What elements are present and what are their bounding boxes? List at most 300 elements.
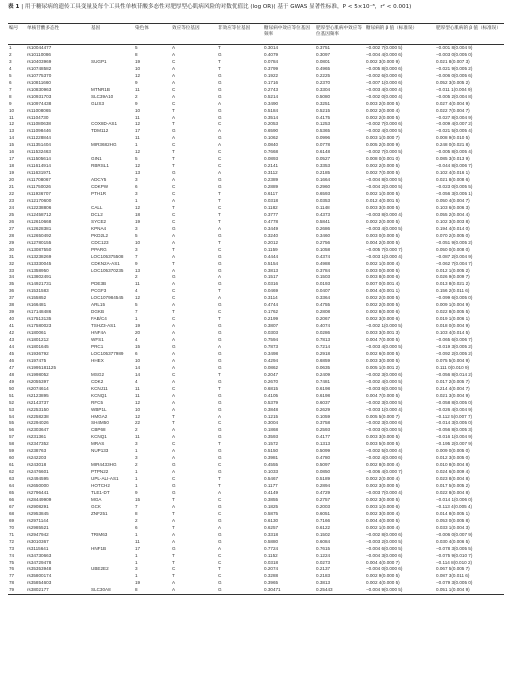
table-cell: rs180061 (27, 330, 47, 336)
table-cell: 7 (135, 253, 138, 259)
table-cell: 11 (135, 86, 140, 92)
table-cell: 0.1825 (264, 503, 279, 509)
table-cell: 79 (9, 587, 15, 593)
table-cell: 31 (9, 253, 15, 259)
table-cell: 0.0318 (264, 559, 279, 565)
table-row (8, 518, 504, 525)
table-cell: −0.002 5(0.000 4) (366, 448, 403, 454)
table-cell: 39 (9, 309, 15, 315)
table-cell: DGKB (91, 309, 105, 315)
table-cell: 9 (135, 100, 138, 106)
table-cell: rs28449909 (27, 496, 52, 502)
table-cell: G (218, 427, 222, 433)
table-cell (90, 170, 134, 177)
table-cell: 3 (135, 566, 138, 572)
table-cell: 0.0784 (264, 58, 279, 64)
table-cell: 0.2629 (316, 406, 331, 412)
table-cell: 42 (9, 330, 15, 336)
table-cell: −0.062 7(0.004 7) (436, 260, 473, 266)
table-cell: 51 (9, 392, 15, 398)
table-cell: 0.003 2(0.000 5) (366, 100, 400, 106)
table-cell: 0.033 1(0.004 3) (436, 524, 470, 530)
table-cell: T (218, 211, 221, 217)
table-row (8, 525, 504, 532)
table-cell: 0.1224 (316, 552, 331, 558)
table-cell: rs238763 (27, 448, 47, 454)
table-cell: A (172, 587, 176, 593)
table-cell: 0.004 7(0.000 5) (366, 392, 400, 398)
table-cell: 0.1868 (264, 427, 279, 433)
table-cell: 0.004 4(0.001 1) (366, 288, 400, 294)
table-cell: −0.019 3(0.005 2) (436, 343, 473, 349)
table-cell: G (218, 469, 222, 475)
table-cell: 23 (9, 197, 15, 203)
table-row (8, 302, 504, 309)
table-cell: 45 (9, 350, 15, 356)
table-cell: rs11228844 (27, 135, 51, 141)
table-cell: −0.003 7(0.000 4) (366, 490, 403, 495)
table-cell: UPL-ALI-AS1 (91, 476, 119, 482)
table-cell: 10 (135, 107, 141, 113)
table-cell: G (218, 399, 222, 405)
table-cell: rs3010367 (27, 538, 49, 544)
table-cell: 27 (9, 225, 15, 231)
table-cell: G (218, 357, 222, 363)
table-cell: 0.2686 (316, 225, 331, 231)
table-cell: 0.5379 (264, 399, 279, 405)
table-cell: 0.005 2(0.000 9) (366, 142, 400, 148)
table-cell: G (218, 79, 222, 85)
table-row (8, 553, 504, 560)
table-row (8, 497, 504, 504)
table-cell: 0.3097 (316, 51, 331, 57)
table-cell: 16 (9, 149, 15, 155)
table-cell: 74 (9, 552, 15, 558)
table-cell: 11 (135, 434, 140, 440)
table-cell: −0.011 1(0.004 9) (436, 86, 473, 92)
table-cell: G (218, 406, 222, 412)
table-row (8, 434, 504, 441)
table-cell: 0.0996 (316, 135, 331, 141)
table-cell: 0.5189 (316, 476, 331, 482)
table-cell: 0.6051 (316, 510, 331, 516)
table-cell: G (218, 330, 222, 336)
table-cell: 11 (135, 392, 140, 398)
table-cell: 61 (9, 462, 15, 468)
table-row (8, 448, 504, 455)
table-cell: 0.2225 (316, 72, 331, 78)
table-cell: rs11708067 (27, 177, 51, 183)
table-cell: 0.002 3(0.000 5) (366, 483, 400, 489)
table-cell: 0.3965 (264, 580, 279, 586)
table-cell: 44 (9, 343, 15, 349)
table-cell: 0.051 1(0.004 9) (436, 587, 470, 593)
table-cell: T (218, 288, 221, 294)
table-cell: PRC1 (91, 343, 104, 349)
table-cell: A (172, 364, 176, 370)
table-cell: −0.051 9(0.005 2) (436, 239, 473, 245)
table-cell: A (218, 490, 222, 495)
table-cell: 0.5097 (316, 462, 331, 468)
table-cell: G (218, 517, 222, 523)
table-cell: T (218, 316, 221, 322)
table-cell: rs12650492 (27, 232, 52, 238)
table-cell: 0.026 9(0.009 7) (436, 274, 470, 280)
table-row (8, 177, 504, 184)
table-cell: C (172, 441, 176, 447)
table-label: 表 1 (8, 4, 20, 10)
table-cell: 0.4074 (316, 323, 331, 329)
table-row (8, 379, 504, 386)
table-cell: 0.050 4(0.004 7) (436, 197, 470, 203)
table-cell: T (218, 476, 221, 482)
table-row (8, 365, 504, 372)
table-cell: rs12610668 (27, 218, 52, 224)
table-cell: 0.022 7(0.004 7) (436, 107, 470, 113)
table-cell: 0.4149 (264, 490, 279, 495)
table-row (8, 351, 504, 358)
table-cell: 0.3799 (264, 65, 279, 71)
table-cell: 0.0862 (264, 364, 279, 370)
table-cell: 0.3514 (264, 114, 279, 120)
table-cell: 0.3807 (264, 323, 279, 329)
table-cell: 0.156 2(0.011 6) (436, 288, 470, 294)
table-cell: 0.3353 (316, 163, 331, 169)
table-cell: −0.004 4(0.000 6) (366, 51, 403, 57)
table-cell: SYCE2 (91, 218, 107, 224)
table-cell: 0.0850 (316, 469, 331, 475)
table-cell: 78 (9, 580, 15, 586)
table-cell: GLIS3 (91, 100, 105, 106)
table-cell: 0.1159 (264, 246, 278, 252)
table-cell: 0.3364 (316, 295, 331, 301)
table-cell: 10 (135, 406, 141, 412)
table-cell: rs1995181125 (27, 364, 57, 370)
table-cell: 0.5214 (264, 93, 279, 99)
table-cell: 0.7668 (264, 149, 279, 155)
caption-divider: | (21, 4, 24, 10)
table-cell: 0.002 2(0.000 5) (366, 114, 400, 120)
table-cell: rs2947942 (27, 531, 49, 537)
table-cell: 0.053 0(0.005 8) (436, 517, 470, 523)
table-cell: 0.003 1(0.000 7) (366, 135, 400, 141)
table-cell: 6 (9, 79, 12, 85)
table-cell: LOC105370235 (91, 267, 124, 273)
table-row (8, 309, 504, 316)
table-cell: 0.017 2(0.005 7) (436, 378, 470, 384)
table-cell: 12 (135, 399, 141, 405)
table-cell: −0.003 0(0.000 5) (366, 427, 403, 433)
table-cell: 0.2003 (316, 503, 331, 509)
table-row (8, 205, 504, 212)
table-cell: 0.6130 (264, 517, 279, 523)
table-cell: 0.3758 (316, 420, 331, 426)
table-cell: A (172, 93, 176, 99)
table-cell: C (172, 86, 176, 92)
table-cell: A (172, 427, 176, 433)
table-cell: rs1801645 (27, 343, 49, 349)
table-cell: 54 (9, 413, 15, 419)
table-cell: C (172, 566, 176, 572)
table-cell: 0.2757 (316, 496, 331, 502)
table-cell: rs2953845 (27, 510, 49, 516)
table-cell: 0.3848 (264, 406, 279, 412)
table-cell: 0.3112 (264, 170, 278, 176)
table-cell: T (172, 121, 175, 127)
table-cell: A (172, 114, 176, 120)
table-cell: 0.7166 (316, 517, 331, 523)
table-cell: 0.004 7(0.000 5) (366, 337, 400, 343)
table-cell: LOC105375508 (91, 253, 124, 259)
table-cell: 0.002 3(0.000 9) (366, 58, 400, 64)
table-cell: 6 (135, 524, 138, 530)
column-header: 非效应等位基因 (218, 25, 251, 30)
table-cell: RBRSL1 (91, 163, 109, 169)
table-row (8, 560, 504, 567)
table-cell: 0.6084 (316, 538, 331, 544)
table-cell: 0.1152 (264, 552, 278, 558)
table-cell: A (172, 323, 176, 329)
table-cell: KPNA4 (91, 225, 107, 231)
table-cell: −0.003 4(0.000 5) (366, 225, 403, 231)
table-cell: 19 (135, 580, 141, 586)
table-cell: 0.5184 (264, 107, 279, 113)
table-cell: 0.024 6(0.009 4) (436, 469, 470, 475)
table-cell: 0.7481 (316, 378, 331, 384)
column-header: 糖尿病的 β 值（标准误） (366, 25, 418, 30)
table-cell: 72 (9, 538, 15, 544)
table-cell: 0.3288 (264, 573, 279, 579)
table-cell: 25 (9, 211, 15, 217)
table-row (8, 135, 504, 142)
table-cell: 0.0801 (316, 58, 331, 64)
table-cell: G (218, 93, 222, 99)
table-cell: C (218, 204, 222, 210)
table-cell: G (218, 302, 222, 308)
table-cell: 0.4374 (316, 253, 331, 259)
table-cell: C (218, 163, 222, 169)
table-cell: 0.002 4(0.000 5) (366, 580, 400, 586)
table-cell: 11 (135, 135, 140, 141)
table-cell: 15 (135, 496, 141, 502)
table-cell: T (218, 483, 221, 489)
table-row (8, 261, 504, 268)
table-cell: CBP68 (91, 427, 106, 433)
table-cell: 0.214 4(0.004 7) (436, 385, 470, 391)
table-cell: 0.2894 (316, 483, 331, 489)
table-cell: −0.002 3(0.000 6) (366, 371, 403, 377)
table-cell: 75 (9, 559, 15, 565)
table-cell: G (218, 531, 222, 537)
table-cell: 11 (135, 385, 140, 391)
table-cell: C (172, 142, 176, 148)
table-cell: 0.2756 (316, 239, 331, 245)
table-cell (90, 455, 134, 462)
table-cell: HHEX (91, 357, 104, 363)
table-cell: 15 (135, 343, 141, 349)
table-cell: −0.114 8(0.010 2) (436, 559, 473, 565)
table-cell: rs1998052 (27, 371, 49, 377)
table-cell: rs10748582 (27, 65, 52, 71)
table-row (8, 295, 504, 302)
table-cell: −0.002 3(0.000 5) (366, 399, 403, 405)
table-cell: 1 (135, 483, 138, 489)
table-cell: 77 (9, 573, 15, 579)
table-cell: PDE3B (91, 281, 107, 287)
table-cell: rs2650000 (27, 483, 49, 489)
table-cell: 0.1062 (264, 135, 279, 141)
table-cell: A (172, 517, 176, 523)
table-cell: 2 (135, 93, 138, 99)
table-cell: G (218, 232, 222, 238)
table-cell: 10 (135, 65, 141, 71)
table-cell (90, 135, 134, 142)
table-row (8, 386, 504, 393)
table-cell: ADCY5 (91, 177, 107, 183)
table-cell: 0.4444 (264, 253, 279, 259)
table-cell: rs2985521 (27, 524, 49, 530)
table-cell: 0.2199 (264, 316, 279, 322)
table-cell: 0.7615 (316, 545, 331, 551)
table-cell: 0.4294 (264, 357, 279, 363)
table-cell: 0.3014 (264, 45, 279, 50)
table-cell: 0.1059 (316, 413, 331, 419)
table-cell: 0.008 9(0.010 5) (436, 135, 470, 141)
table-cell: rs2143737 (27, 399, 49, 405)
table-cell: rs10830963 (27, 86, 52, 92)
table-cell: SLC30A8 (91, 587, 111, 593)
table-cell: rs10110086 (27, 51, 51, 57)
table-cell: CDKPW (91, 184, 109, 190)
table-cell: G (172, 462, 176, 468)
table-cell: T (218, 58, 221, 64)
table-cell: 0.6257 (264, 524, 279, 530)
table-cell: 0.009 0(0.005 0) (436, 448, 470, 454)
table-cell: rs3115641 (27, 545, 49, 551)
table-cell: 0.3251 (316, 100, 331, 106)
table-cell: rs10775370 (27, 72, 52, 78)
table-row (8, 393, 504, 400)
table-cell: −0.056 8(0.014 2) (436, 371, 473, 377)
table-cell: rs14921731 (27, 281, 52, 287)
table-row (8, 441, 504, 448)
table-cell: 0.013 8(0.021 2) (436, 281, 470, 287)
table-cell (90, 198, 134, 205)
table-cell: 0.0635 (316, 364, 331, 370)
table-cell: 1 (135, 552, 138, 558)
table-cell: 4 (135, 288, 138, 294)
table-cell: 1 (135, 469, 138, 475)
table-cell: G (172, 343, 176, 349)
table-row (8, 87, 504, 94)
table-row (8, 358, 504, 365)
table-cell (90, 539, 134, 546)
table-cell: A (218, 343, 222, 349)
table-cell: −0.003 1(0.000 4) (366, 406, 403, 412)
table-cell: 0.004 4(0.000 5) (366, 517, 400, 523)
table-cell: −0.002 4(0.000 5) (366, 128, 403, 134)
table-cell: 0.087 3(0.011 6) (436, 573, 470, 579)
table-cell: 0.5841 (316, 218, 331, 224)
table-cell: C (218, 309, 222, 315)
table-cell: 0.4105 (264, 392, 279, 398)
table-cell: T (172, 552, 175, 558)
table-cell: 0.6593 (316, 191, 331, 197)
table-cell: 20 (9, 177, 15, 183)
table-cell: 69 (9, 517, 15, 523)
table-cell: 4 (9, 65, 12, 71)
table-cell: 1 (135, 476, 138, 482)
table-cell: A (172, 51, 176, 57)
table-cell: 59 (9, 448, 15, 454)
table-cell: rs17148486 (27, 309, 52, 315)
table-cell: 0.4744 (264, 302, 279, 308)
table-cell: rs2258238 (27, 413, 49, 419)
table-cell: GCK (91, 503, 101, 509)
table-cell: T (218, 385, 221, 391)
table-cell: rs2294026 (27, 420, 49, 426)
table-cell: SH4M50 (91, 420, 109, 426)
table-cell: 10 (9, 107, 15, 113)
table-cell: −0.004 2(0.000 5) (366, 184, 403, 190)
table-cell: −0.004 8(0.000 5) (366, 177, 403, 183)
table-row (8, 462, 504, 469)
table-cell: 12 (135, 121, 141, 127)
table-cell: −0.113 4(0.005 4) (436, 503, 473, 509)
table-cell: 57 (9, 434, 15, 440)
table-row (8, 212, 504, 219)
table-cell: C (172, 100, 176, 106)
table-cell: 60 (9, 455, 15, 461)
table-row (8, 128, 504, 135)
table-cell: −0.006 4(0.000 7) (366, 469, 403, 475)
table-cell: 3 (135, 441, 138, 447)
table-cell: 12 (135, 72, 141, 78)
table-cell: −0.002 4(0.000 5) (366, 378, 403, 384)
table-cell: rs231361 (27, 434, 47, 440)
table-cell: 1 (135, 448, 138, 454)
table-cell: T (218, 566, 221, 572)
table-cell: 3 (135, 225, 138, 231)
table-cell: T (218, 65, 221, 71)
table-cell (90, 115, 134, 122)
table-row (8, 476, 504, 483)
table-cell: 0.25443 (316, 587, 333, 593)
table-cell: 2 (135, 427, 138, 433)
table-cell: 0.3114 (264, 295, 278, 301)
table-cell: 28 (9, 232, 15, 238)
table-cell: 0.052 3(0.005 2) (436, 79, 470, 85)
table-cell: 0.4079 (264, 51, 279, 57)
table-cell: G (218, 378, 222, 384)
table-cell: 7 (9, 86, 12, 92)
table-cell: 0.3751 (316, 45, 331, 50)
table-cell: 0.027 4(0.004 9) (436, 100, 470, 106)
table-cell (90, 518, 134, 525)
table-cell: 8 (9, 93, 12, 99)
table-cell: 0.6037 (316, 399, 331, 405)
table-cell: rs11936707 (27, 191, 51, 197)
table-cell: −0.005 8(0.005 4) (436, 149, 473, 155)
table-cell: 0.003 3(0.001 3) (366, 330, 400, 336)
table-cell: rs155852 (27, 295, 47, 301)
table-cell: 0.0353 (316, 197, 331, 203)
table-row (8, 420, 504, 427)
table-caption (8, 4, 504, 12)
table-cell: 12 (135, 149, 141, 155)
table-cell: 0.003 3(0.000 5) (366, 434, 400, 440)
table-cell: G (218, 51, 222, 57)
